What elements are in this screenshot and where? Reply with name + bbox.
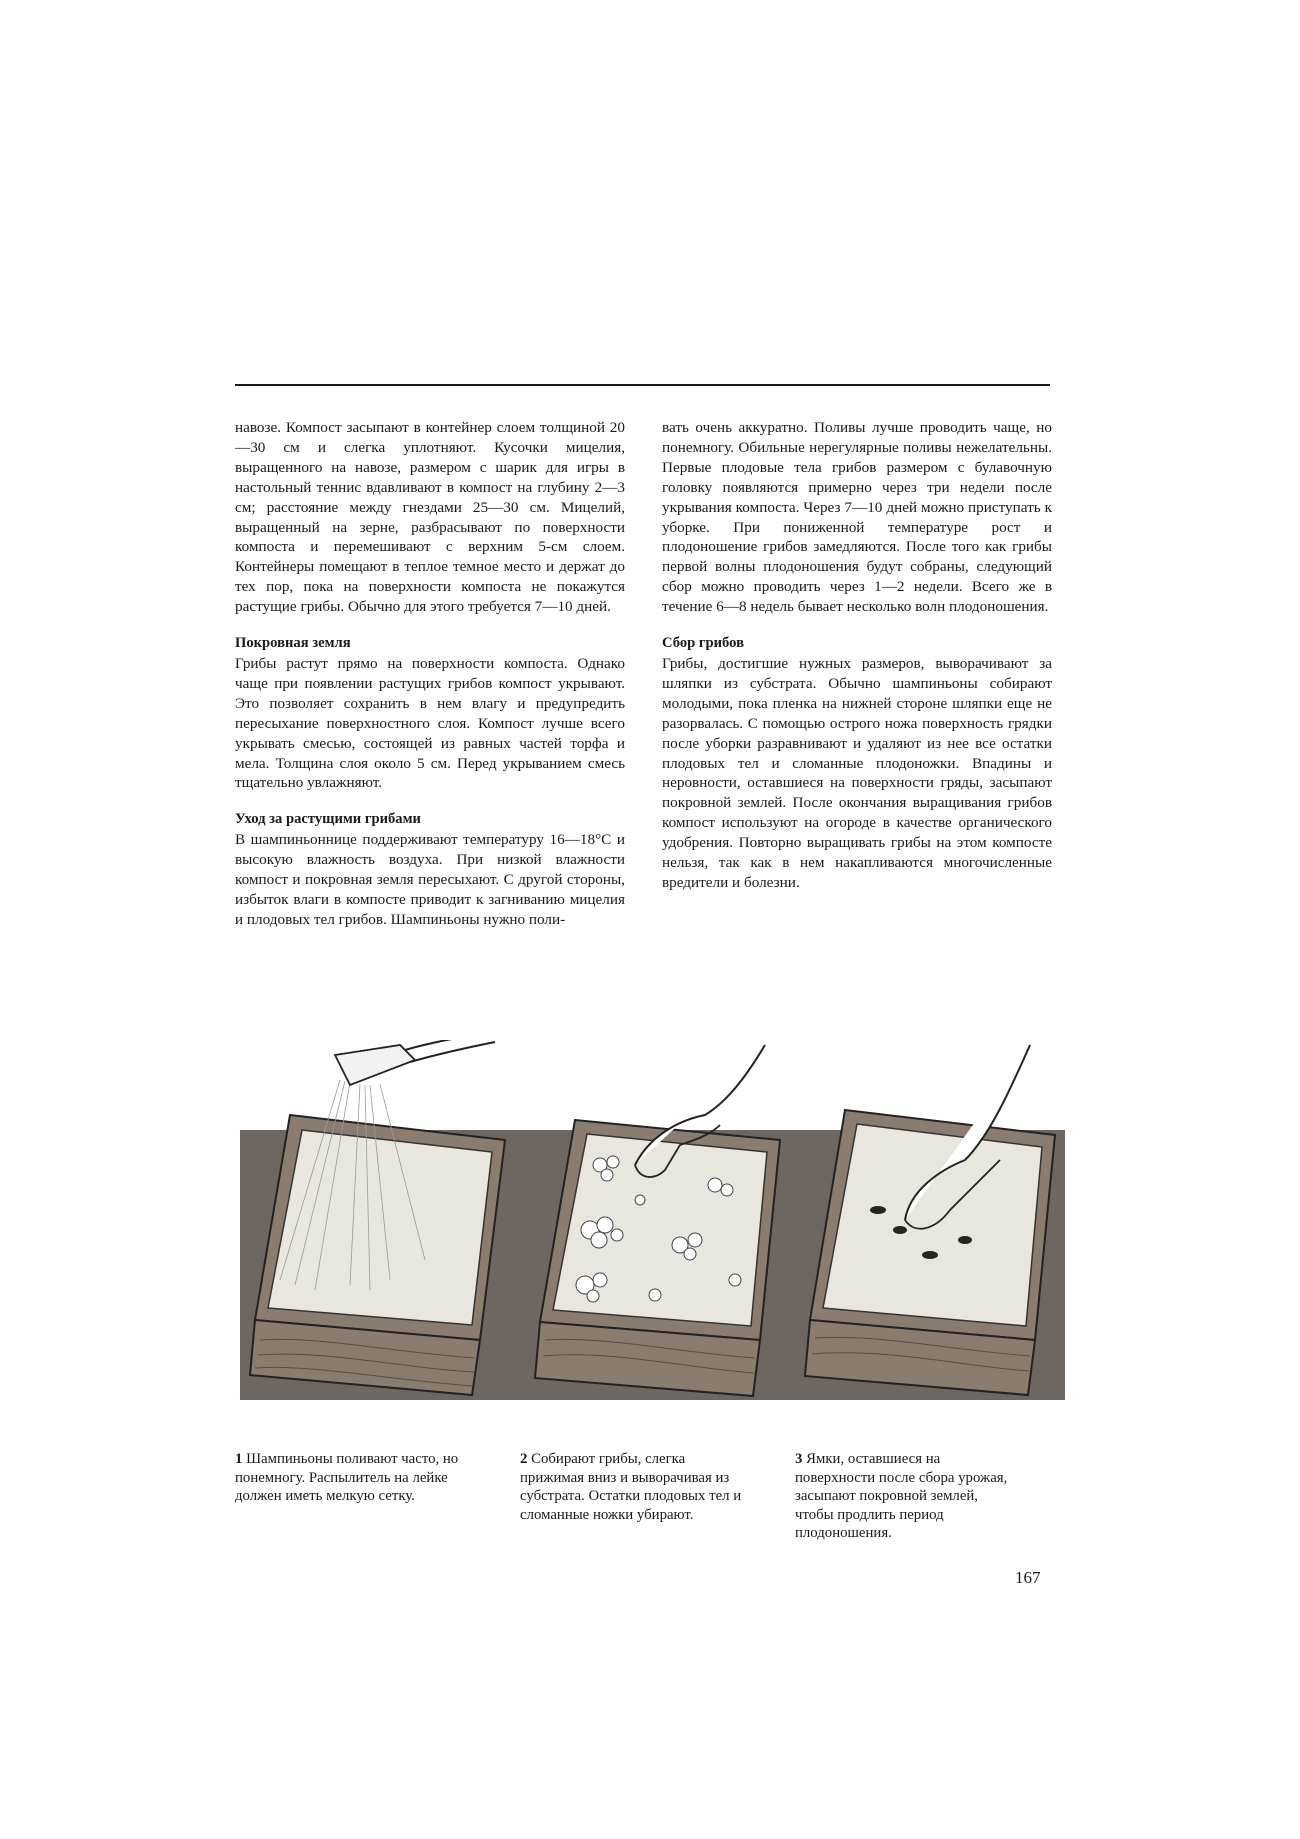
caption-text: Шампиньоны поливают часто, но понемногу. Распылитель на лейке должен иметь мелкую сетку. <box>235 1451 459 1505</box>
paragraph: навозе. Компост засыпают в контейнер слоем толщиной 20—30 см и слегка уплотняют. Кусочки мицелия, выращенного на навозе, размером с шарик для игры в настольный теннис вдавливают в компост на глубину 2—3 см; расстояние между гнездами 25—30 см. Мицелий, выращенный на зерне, разбрасывают по поверхности компоста и перемешивают с верхним 5-см слоем. Контейнеры помещают в теплое темное место и держат до тех пор, пока на поверхности компоста не покажутся растущие грибы. Обычно для этого требуется 7—10 дней. <box>235 419 625 616</box>
paragraph: Грибы, достигшие нужных размеров, выворачивают за шляпки из субстрата. Обычно шампиньоны собирают молодыми, пока пленка на нижней стороне шляпки еще не разорвалась. С помощью острого ножа поверхность грядки после уборки разравнивают и удаляют из нее все остатки плодовых тел и сломанные плодоножки. Впадины и неровности, оставшиеся на поверхности гряды, засыпают покровной землей. После окончания выращивания грибов компост используют на огороде в качестве органического удобрения. Повторно выращивать грибы на этом компосте нельзя, так как в нем накапливаются многочисленные вредители и болезни. <box>662 654 1052 891</box>
paragraph: вать очень аккуратно. Поливы лучше проводить чаще, но понемногу. Обильные нерегулярные поливы нежелательны. Первые плодовые тела грибов размером с булавочную головку появляются примерно через три недели после укрывания компоста. Через 7—10 дней можно приступать к уборке. При пониженной температуре рост и плодоношение грибов замедляются. После того как грибы первой волны плодоношения будут собраны, следующий сбор можно проводить через 1—2 недели. Всего же в течение 6—8 недель бывает несколько волн плодоношения. <box>662 419 1052 616</box>
text-column-left <box>235 418 625 930</box>
caption-text: Ямки, оставшиеся на поверхности после сбора урожая, засыпают покровной землей, чтобы продлить период плодоношения. <box>795 1451 1008 1542</box>
illustration-row <box>240 1040 1050 1410</box>
figure-caption <box>795 1450 1020 1543</box>
header-rule <box>235 384 1050 386</box>
caption-text: Собирают грибы, слегка прижимая вниз и выворачивая из субстрата. Остатки плодовых тел и сломанные ножки убирают. <box>520 1451 742 1523</box>
watering-can-illustration <box>240 1040 515 1410</box>
harvesting-hand-illustration <box>515 1040 790 1410</box>
paragraph: В шампиньоннице поддерживают температуру 16—18°С и высокую влажность воздуха. При низкой влажности компост и покровная земля пересыхают. С другой стороны, избыток влаги в компосте приводит к загниванию мицелия и плодовых тел грибов. Шампиньоны нужно поли- <box>235 831 625 928</box>
page-number: 167 <box>1015 1568 1041 1587</box>
section-heading: Уход за растущими грибами <box>235 811 421 828</box>
figure-caption <box>235 1450 460 1506</box>
figure-caption <box>520 1450 745 1524</box>
filling-holes-illustration <box>790 1040 1065 1410</box>
paragraph: Грибы растут прямо на поверхности компоста. Однако чаще при появлении растущих грибов компост укрывают. Это позволяет сохранить в нем влагу и предупредить пересыхание поверхностного слоя. Компост лучше всего укрывать смесью, состоящей из равных частей торфа и мела. Толщина слоя около 5 см. Перед укрыванием смесь тщательно увлажняют. <box>235 654 625 792</box>
caption-number: 1 <box>235 1451 243 1467</box>
caption-number: 3 <box>795 1451 803 1467</box>
section-heading: Покровная земля <box>235 635 351 652</box>
section-heading: Сбор грибов <box>662 635 744 652</box>
caption-number: 2 <box>520 1451 528 1467</box>
text-column-right <box>662 418 1052 893</box>
